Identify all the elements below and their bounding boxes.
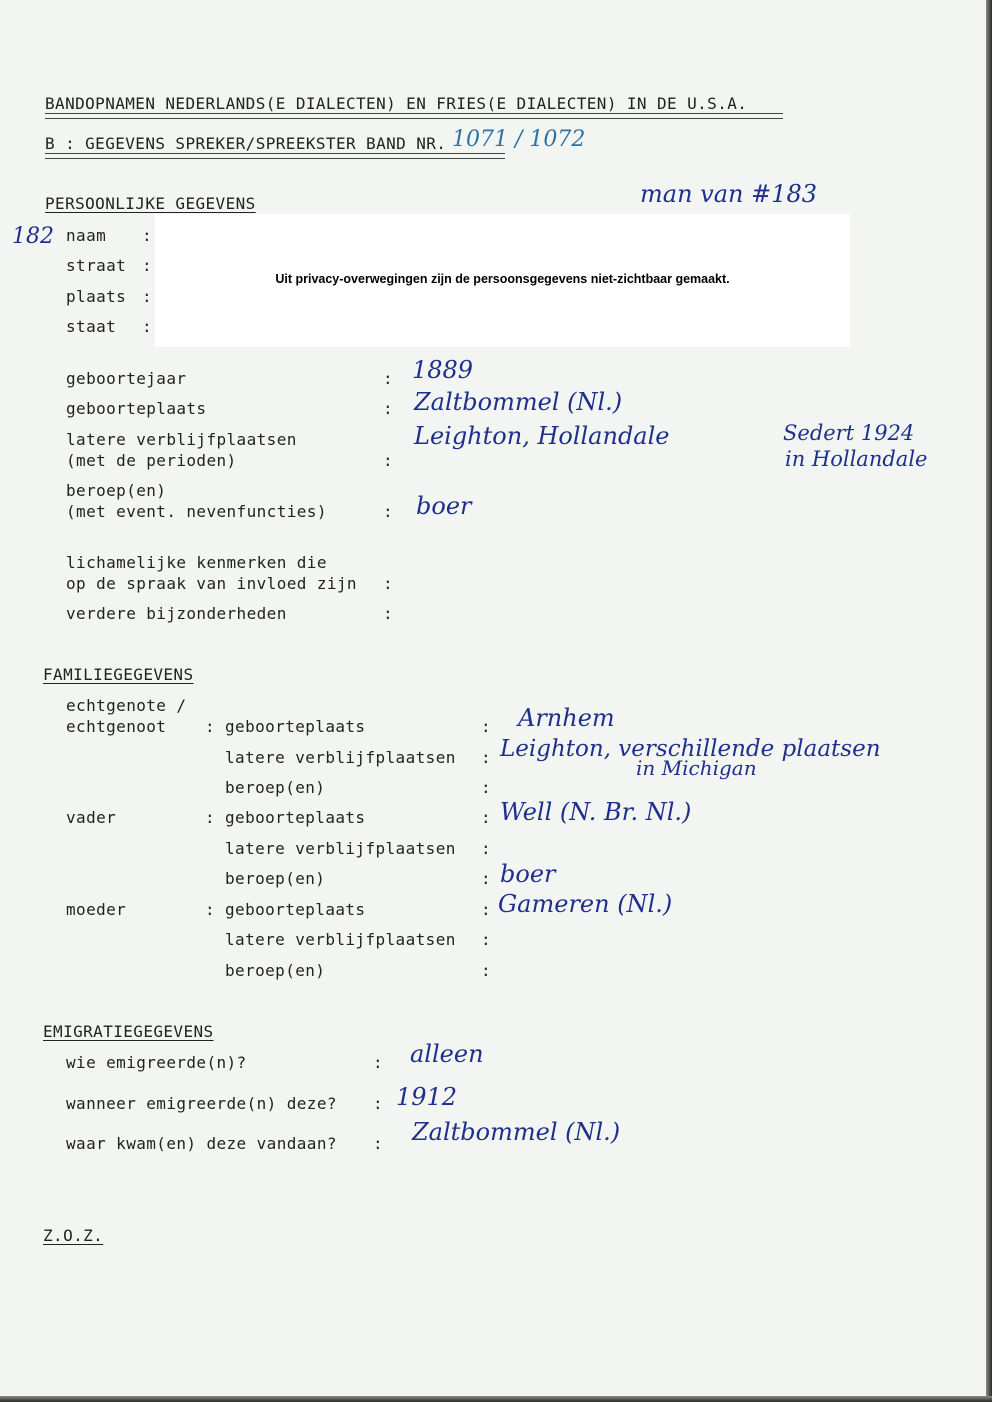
colon: : <box>383 451 394 470</box>
label-latere-1: latere verblijfplaatsen <box>66 430 297 449</box>
colon: : <box>481 839 492 858</box>
colon: : <box>142 226 153 245</box>
value-vader-geboorteplaats: Well (N. Br. Nl.) <box>500 798 692 826</box>
value-geboorteplaats: Zaltbommel (Nl.) <box>414 388 623 416</box>
value-spouse-latere-1: Leighton, verschillende plaatsen <box>500 736 881 762</box>
label-moeder-latere: latere verblijfplaatsen <box>225 930 456 949</box>
page-edge-right <box>986 0 992 1402</box>
colon: : <box>481 930 492 949</box>
colon: : <box>373 1134 384 1153</box>
value-spouse-geboorteplaats: Arnhem <box>518 704 615 732</box>
colon: : <box>383 369 394 388</box>
label-lichamelijke-2: op de spraak van invloed zijn <box>66 574 357 593</box>
label-vader: vader <box>66 808 117 827</box>
label-beroep-1: beroep(en) <box>66 481 167 500</box>
note-hollandale: in Hollandale <box>785 447 928 471</box>
label-echtgenoot: echtgenoot <box>66 717 167 736</box>
label-waar-vandaan: waar kwam(en) deze vandaan? <box>66 1134 337 1153</box>
document-title: BANDOPNAMEN NEDERLANDS(E DIALECTEN) EN FRIES(E DIALECTEN) IN DE U.S.A. <box>45 94 748 113</box>
label-straat: straat <box>66 256 127 275</box>
label-lichamelijke-1: lichamelijke kenmerken die <box>66 553 327 572</box>
margin-number: 182 <box>12 224 54 249</box>
label-geboorteplaats: geboorteplaats <box>66 399 207 418</box>
colon: : <box>481 869 492 888</box>
value-wie-emigreerde: alleen <box>410 1040 484 1068</box>
label-beroep-2: (met event. nevenfuncties) <box>66 502 327 521</box>
colon: : <box>383 604 394 623</box>
value-vader-beroep: boer <box>500 860 556 888</box>
privacy-notice: Uit privacy-overwegingen zijn de persoonsgegevens niet-zichtbaar gemaakt. <box>275 272 730 286</box>
label-moeder: moeder <box>66 900 127 919</box>
label-naam: naam <box>66 226 107 245</box>
label-vader-latere: latere verblijfplaatsen <box>225 839 456 858</box>
colon: : <box>383 502 394 521</box>
value-waar-vandaan: Zaltbommel (Nl.) <box>412 1118 621 1146</box>
band-number-handwritten: 1071 / 1072 <box>452 127 586 152</box>
label-vader-geboorteplaats: geboorteplaats <box>225 808 366 827</box>
label-echtgenote: echtgenote / <box>66 696 187 715</box>
value-wanneer-emigreerde: 1912 <box>396 1083 458 1111</box>
label-wanneer-emigreerde: wanneer emigreerde(n) deze? <box>66 1094 337 1113</box>
page-edge-bottom <box>0 1396 992 1402</box>
label-moeder-beroep: beroep(en) <box>225 961 326 980</box>
label-staat: staat <box>66 317 117 336</box>
section-heading-emigration: EMIGRATIEGEGEVENS <box>43 1022 214 1041</box>
label-wie-emigreerde: wie emigreerde(n)? <box>66 1053 247 1072</box>
section-heading-family: FAMILIEGEGEVENS <box>43 665 194 684</box>
subtitle-underline <box>45 153 505 159</box>
band-subtitle: B : GEGEVENS SPREKER/SPREEKSTER BAND NR. <box>45 134 447 153</box>
annotation-man-van: man van #183 <box>640 180 818 208</box>
colon: : <box>481 778 492 797</box>
colon: : <box>142 317 153 336</box>
privacy-redaction-box <box>155 214 850 347</box>
colon: : <box>383 574 394 593</box>
zoz-note: Z.O.Z. <box>43 1226 104 1245</box>
value-geboortejaar: 1889 <box>412 356 474 384</box>
colon: : <box>205 808 216 827</box>
colon: : <box>373 1053 384 1072</box>
colon: : <box>383 399 394 418</box>
section-heading-personal: PERSOONLIJKE GEGEVENS <box>45 194 256 213</box>
label-plaats: plaats <box>66 287 127 306</box>
label-spouse-beroep: beroep(en) <box>225 778 326 797</box>
colon: : <box>205 717 216 736</box>
label-spouse-geboorteplaats: geboorteplaats <box>225 717 366 736</box>
colon: : <box>481 808 492 827</box>
label-latere-2: (met de perioden) <box>66 451 237 470</box>
colon: : <box>481 961 492 980</box>
label-geboortejaar: geboortejaar <box>66 369 187 388</box>
label-moeder-geboorteplaats: geboorteplaats <box>225 900 366 919</box>
value-beroep: boer <box>416 492 472 520</box>
colon: : <box>481 900 492 919</box>
colon: : <box>205 900 216 919</box>
colon: : <box>481 748 492 767</box>
value-latere: Leighton, Hollandale <box>414 422 670 450</box>
title-underline <box>45 113 783 119</box>
colon: : <box>373 1094 384 1113</box>
label-spouse-latere: latere verblijfplaatsen <box>225 748 456 767</box>
note-sedert: Sedert 1924 <box>783 421 915 445</box>
label-verdere: verdere bijzonderheden <box>66 604 287 623</box>
label-vader-beroep: beroep(en) <box>225 869 326 888</box>
colon: : <box>481 717 492 736</box>
value-spouse-latere-2: in Michigan <box>636 756 757 780</box>
colon: : <box>142 287 153 306</box>
colon: : <box>142 256 153 275</box>
value-moeder-geboorteplaats: Gameren (Nl.) <box>498 890 673 918</box>
